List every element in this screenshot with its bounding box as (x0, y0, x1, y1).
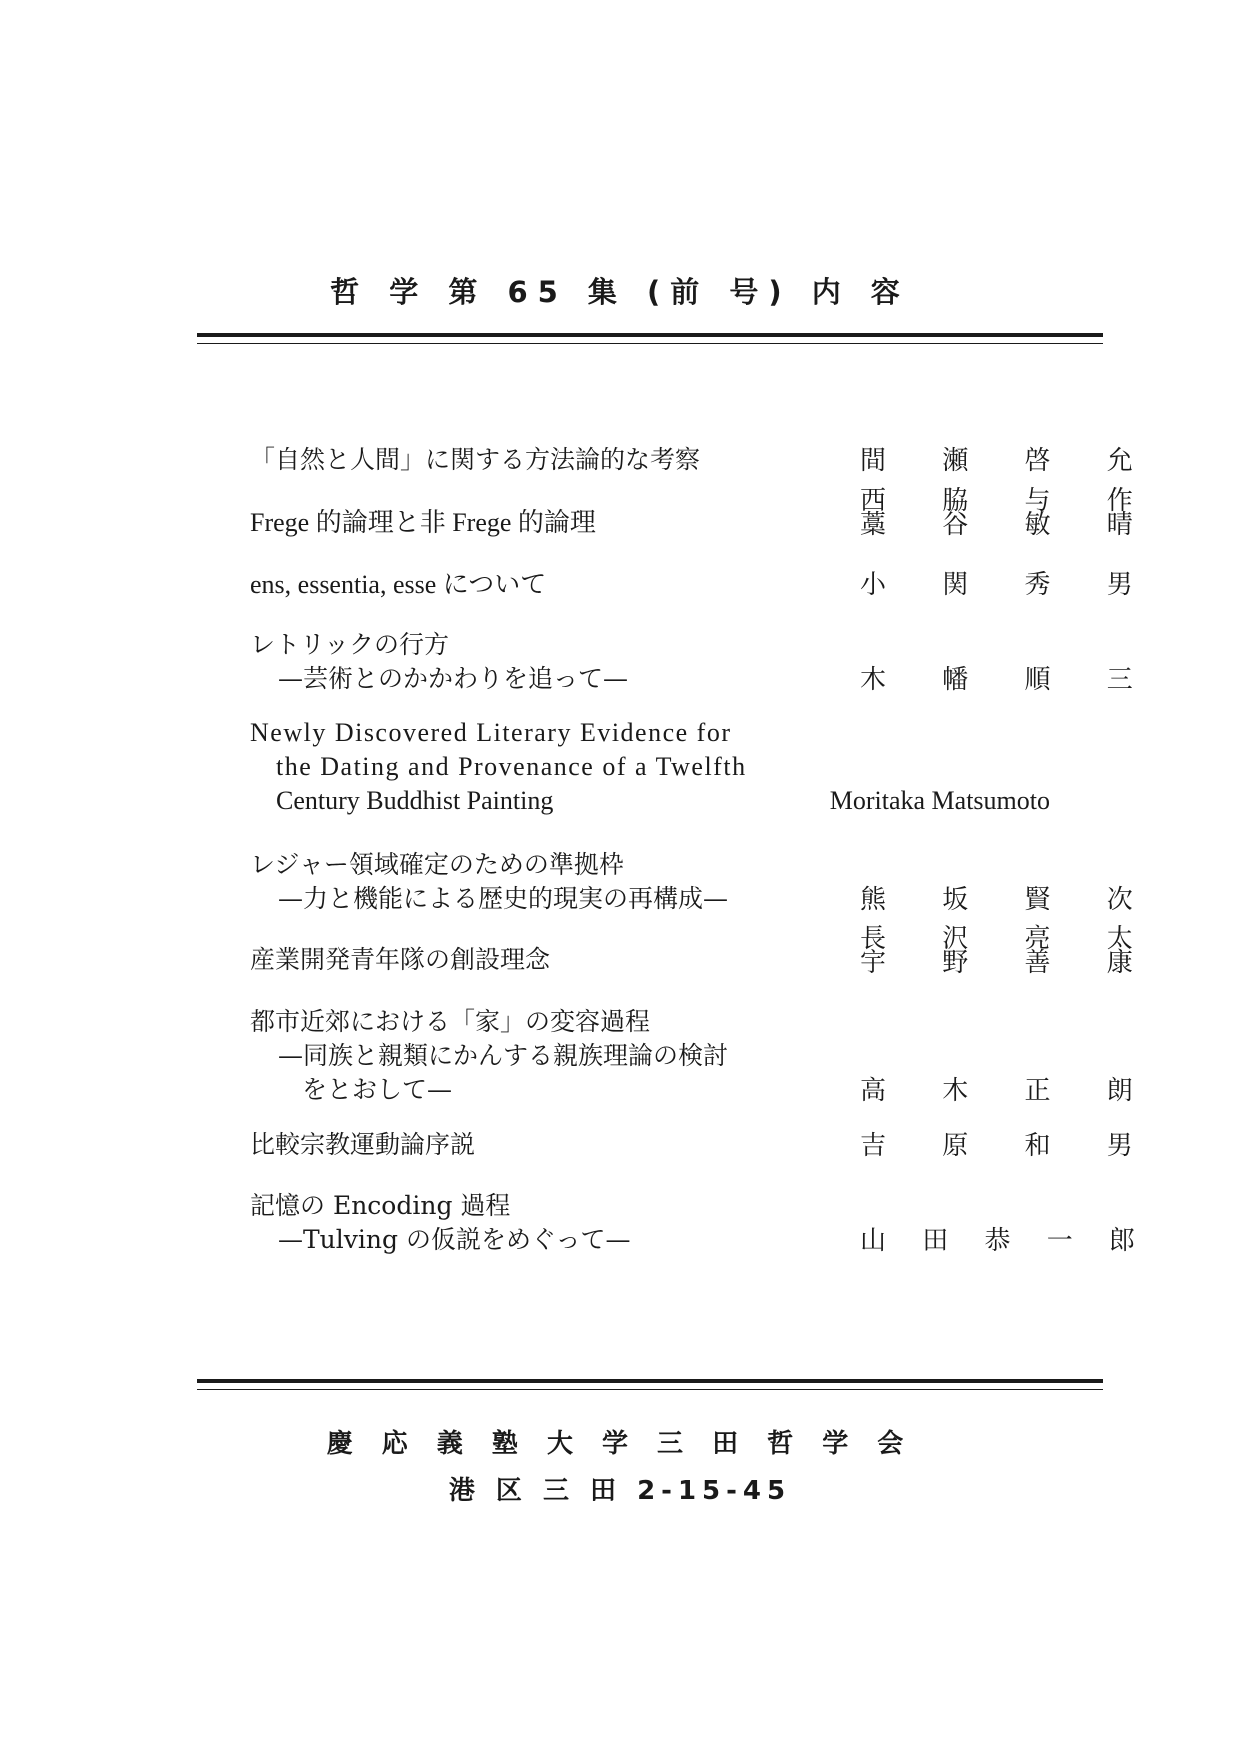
bottom-rule-thick (197, 1379, 1103, 1383)
entry-title: 産業開発青年隊の創設理念 (250, 945, 551, 974)
entry-title: 記憶の Encoding 過程 (250, 1191, 511, 1220)
entry-title: Frege 的論理と非 Frege 的論理 (250, 508, 596, 537)
entry-title: Newly Discovered Literary Evidence for (250, 718, 732, 747)
entry-subtitle: をとおして— (302, 1075, 453, 1104)
entry-author: 宇 野 善 康 (860, 948, 1157, 978)
entry-title: the Dating and Provenance of a Twelfth (276, 752, 747, 781)
page-heading: 哲 学 第 65 集 (前 号) 内 容 (330, 275, 910, 309)
entry-author: 熊 坂 賢 次 (860, 885, 1157, 915)
entry-subtitle: —Tulving の仮説をめぐって— (278, 1225, 631, 1254)
publisher-address: 港 区 三 田 2-15-45 (448, 1476, 792, 1506)
entry-author: 高 木 正 朗 (860, 1076, 1157, 1106)
entry-author: 藁 谷 敏 晴 (860, 510, 1157, 540)
entry-title: 都市近郊における「家」の変容過程 (250, 1007, 651, 1036)
entry-author: 長 沢 亮 太 (860, 924, 1157, 954)
entry-author: 吉 原 和 男 (860, 1131, 1157, 1161)
entry-author: 間 瀬 啓 允 (860, 446, 1157, 476)
entry-author: 小 関 秀 男 (860, 570, 1157, 600)
entry-title: ens, essentia, esse について (250, 570, 547, 599)
top-rule-thin (197, 343, 1103, 344)
publisher-name: 慶 応 義 塾 大 学 三 田 哲 学 会 (326, 1429, 914, 1459)
bottom-rule-thin (197, 1389, 1103, 1390)
entry-title: 「自然と人間」に関する方法論的な考察 (250, 445, 701, 474)
top-rule-thick (197, 333, 1103, 337)
entry-author: 山 田 恭 一 郎 (860, 1226, 1150, 1256)
entry-title: レトリックの行方 (250, 630, 450, 659)
entry-author: Moritaka Matsumoto (829, 786, 1050, 815)
entry-title: レジャー領域確定のための準拠枠 (250, 850, 624, 879)
entry-subtitle: —力と機能による歴史的現実の再構成— (278, 884, 729, 913)
entry-subtitle: —同族と親類にかんする親族理論の検討 (278, 1041, 729, 1070)
entry-title: Century Buddhist Painting (276, 786, 554, 815)
entry-subtitle: —芸術とのかかわりを追って— (278, 664, 629, 693)
entry-author: 木 幡 順 三 (860, 665, 1157, 695)
entry-title: 比較宗教運動論序説 (250, 1130, 476, 1159)
entry-author: 西 脇 与 作 (860, 486, 1157, 516)
